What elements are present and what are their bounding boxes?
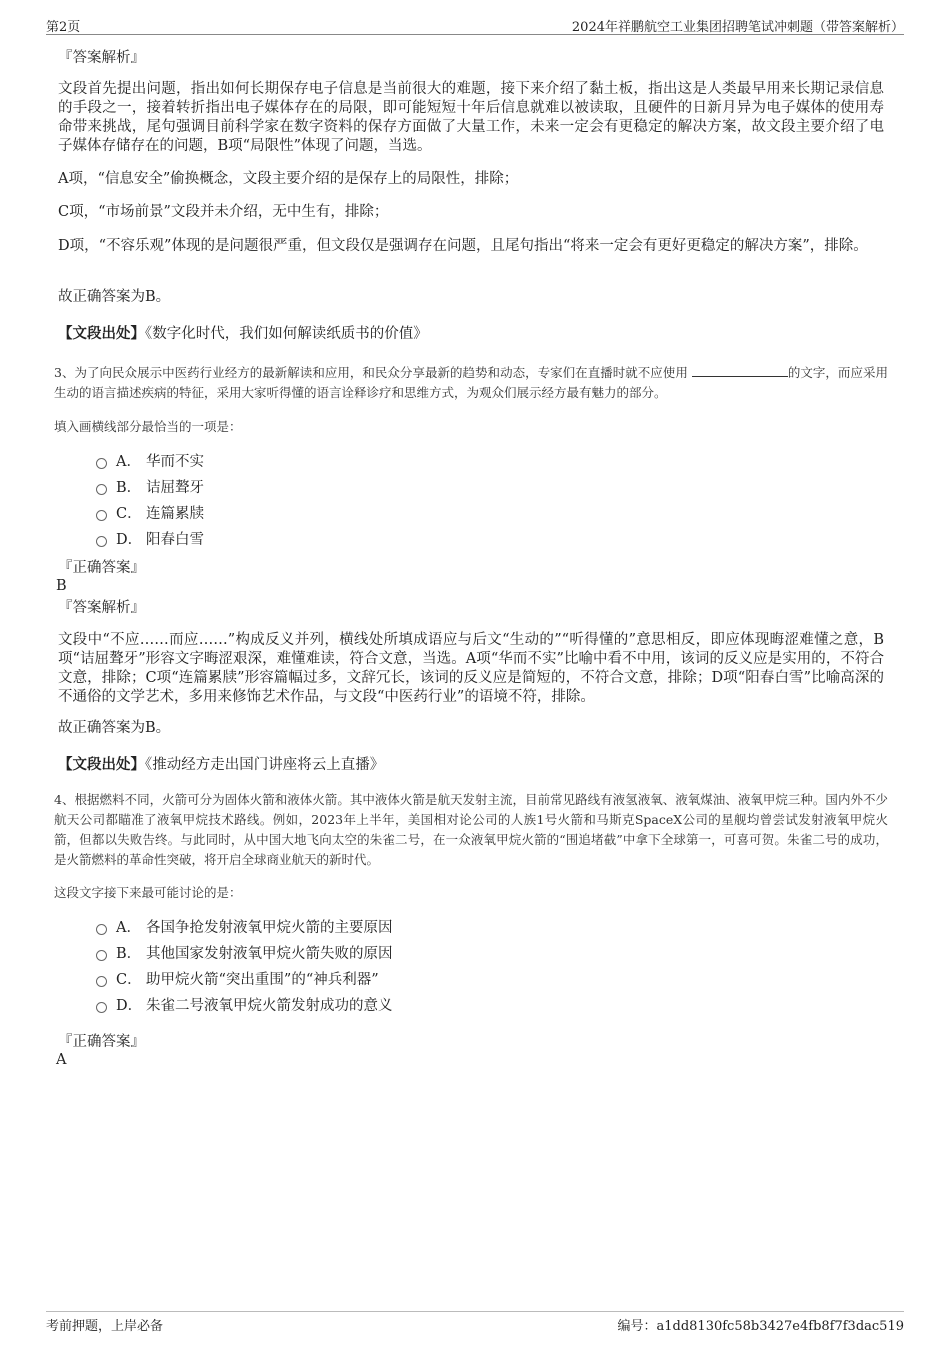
q3-option-c[interactable]: C． 连篇累牍 [96,503,204,525]
q3-correct-label: 『正确答案』 [58,560,145,576]
q2-analysis-option-a: A项，“信息安全”偷换概念，文段主要介绍的是保存上的局限性，排除； [58,171,519,187]
q3-analysis-label: 『答案解析』 [58,600,145,616]
page-number: 第2页 [46,20,81,35]
q2-source [58,322,884,343]
q3-option-b[interactable]: B． 诘屈聱牙 [96,477,204,499]
q3-option-a[interactable]: A． 华而不实 [96,451,204,473]
radio-button[interactable] [96,1002,107,1013]
q2-analysis-option-c: C项，“市场前景”文段并未介绍，无中生有，排除； [58,204,389,220]
q3-stem [54,363,888,403]
q3-stem-part1: 3、为了向民众展示中医药行业经方的最新解读和应用，和民众分享最新的趋势和动态，专家们在直播时就不应使用 [54,365,688,380]
q4-hint: 这段文字接下来最可能讨论的是： [54,885,242,900]
q4-option-d[interactable]: D． 朱雀二号液氧甲烷火箭发射成功的意义 [96,995,393,1017]
source-prefix: 【文段出处】 [58,756,145,773]
q2-analysis-option-d: D项，“不容乐观”体现的是问题很严重，但文段仅是强调存在问题，且尾句指出“将来一定会有更好更稳定的解决方案”，排除。 [58,238,868,254]
q3-option-d[interactable]: D． 阳春白雪 [96,529,204,551]
fill-blank [692,364,788,377]
q3-stem-part2: 的文字，而应采用生动的语言描述疾病的特征，采用大家听得懂的语言诠释诊疗和思维方式，为观众们展示经方最有魅力的部分。 [54,365,888,400]
radio-button[interactable] [96,976,107,987]
q3-conclusion: 故正确答案为B。 [58,720,171,736]
document-title: 2024年祥鹏航空工业集团招聘笔试冲刺题（带答案解析） [571,20,904,35]
radio-button[interactable] [96,924,107,935]
page-header [46,14,904,35]
footer-slogan: 考前押题，上岸必备 [46,1319,164,1334]
document-id: 编号：a1dd8130fc58b3427e4fb8f7f3dac519 [617,1319,904,1334]
q3-analysis-paragraph: 文段中“不应……而应……”构成反义并列，横线处所填成语应与后文“生动的”“听得懂的”意思相反，即应体现晦涩难懂之意，B项“诘屈聱牙”形容文字晦涩艰深，难懂难读，符合文意，当选。A项“华而不实”比喻中看不中用，该词的反义应是实用的，不符合文意，排除；C项“连篇累牍”形容篇幅过多，文辞冗长，该词的反义应是简短的，不符合文意，排除；D项“阳春白雪”比喻高深的不通俗的文学艺术，多用来修饰艺术作品，与文段“中医药行业”的语境不符，排除。 [58,632,884,705]
source-title: 《数字化时代，我们如何解读纸质书的价值》 [145,326,428,342]
radio-button[interactable] [96,510,107,521]
source-title: 《推动经方走出国门讲座将云上直播》 [145,757,385,773]
q2-analysis-label: 『答案解析』 [58,50,145,66]
q4-stem: 4、根据燃料不同，火箭可分为固体火箭和液体火箭。其中液体火箭是航天发射主流，目前常见路线有液氢液氧、液氧煤油、液氧甲烷三种。国内外不少航天公司都瞄准了液氧甲烷技术路线。例如，2023年上半年，美国相对论公司的人族1号火箭和马斯克SpaceX公司的星舰均曾尝试发射液氧甲烷火箭，但都以失败告终。与此同时，从中国大地飞向太空的朱雀二号，在一众液氧甲烷火箭的“围追堵截”中拿下全球第一，可喜可贺。朱雀二号的成功，是火箭燃料的革命性突破，将开启全球商业航天的新时代。 [54,792,888,867]
q2-analysis-paragraph: 文段首先提出问题，指出如何长期保存电子信息是当前很大的难题，接下来介绍了黏土板，指出这是人类最早用来长期记录信息的手段之一，接着转折指出电子媒体存在的局限，即可能短短十年后信息就难以被读取，且硬件的日新月异为电子媒体的使用寿命带来挑战，尾句强调目前科学家在数字资料的保存方面做了大量工作，未来一定会有更稳定的解决方案，故文段主要介绍了电子媒体存储存在的问题，B项“局限性”体现了问题，当选。 [58,81,884,154]
page-footer [46,1311,904,1332]
q4-answer: A [56,1052,67,1068]
q3-answer: B [56,578,67,594]
q2-conclusion: 故正确答案为B。 [58,289,171,305]
q3-source [58,753,884,774]
radio-button[interactable] [96,484,107,495]
radio-button[interactable] [96,950,107,961]
q4-option-c[interactable]: C． 助甲烷火箭“突出重围”的“神兵利器” [96,969,379,991]
q4-correct-label: 『正确答案』 [58,1034,145,1050]
radio-button[interactable] [96,458,107,469]
q3-hint: 填入画横线部分最恰当的一项是： [54,419,242,434]
radio-button[interactable] [96,536,107,547]
source-prefix: 【文段出处】 [58,325,145,342]
q4-option-a[interactable]: A． 各国争抢发射液氧甲烷火箭的主要原因 [96,917,393,939]
q4-option-b[interactable]: B． 其他国家发射液氧甲烷火箭失败的原因 [96,943,393,965]
